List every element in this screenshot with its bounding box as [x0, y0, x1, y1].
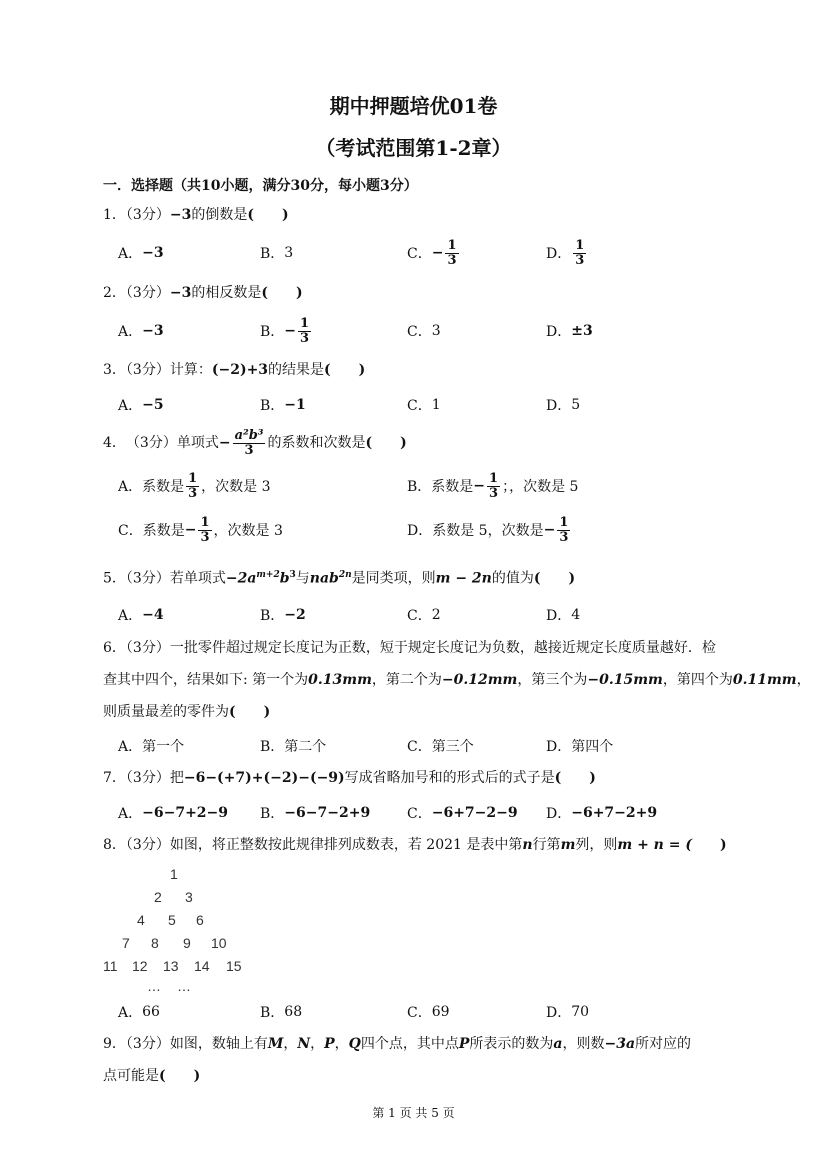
- triangle-number: 3: [185, 889, 193, 905]
- fraction: $\frac{1}{3}$: [559, 514, 569, 545]
- page-subtitle: （考试范围第1-2章）: [315, 136, 512, 160]
- option-b[interactable]: B． −1: [260, 397, 306, 414]
- option-a[interactable]: A． −4: [118, 607, 164, 624]
- option-d[interactable]: D． 4: [546, 607, 581, 624]
- triangle-number: 2: [154, 889, 162, 905]
- section-heading: 一．选择题（共10小题，满分30分，每小题3分）: [103, 178, 418, 194]
- fraction: $\frac{\text{a²b³}}{3}$: [234, 427, 264, 458]
- triangle-number: 10: [211, 935, 227, 951]
- option-a[interactable]: A．第一个: [118, 739, 185, 755]
- question-4: 4． （3分） 单项式 − $\frac{\text{a²b³}}{3}$ 的系数和次数是 ( ): [103, 427, 407, 458]
- option-d[interactable]: D． 5: [546, 397, 581, 414]
- triangle-ellipsis: …: [177, 978, 191, 994]
- option-a[interactable]: A．系数是 $\frac{1}{3}$ ，次数是 3: [118, 470, 271, 501]
- page-footer: 第 1 页 共 5 页: [372, 1106, 455, 1120]
- option-d[interactable]: D． −6+7−2+9: [546, 805, 658, 822]
- option-b[interactable]: B．系数是 − $\frac{1}{3}$ ；，次数是 5: [407, 470, 579, 501]
- option-b[interactable]: B． −6−7−2+9: [260, 805, 371, 822]
- triangle-number: 4: [137, 912, 145, 928]
- options-7: [118, 800, 738, 826]
- triangle-number: 6: [196, 912, 204, 928]
- triangle-number: 14: [194, 958, 210, 974]
- option-c[interactable]: C．系数是 − $\frac{1}{3}$ ，次数是 3: [118, 514, 283, 545]
- option-b[interactable]: B． − $\frac{1}{3}$: [260, 315, 310, 346]
- option-a[interactable]: A． −3: [118, 323, 164, 340]
- page-title: 期中押题培优01卷: [329, 94, 498, 118]
- question-6: 6．（3分）一批零件超过规定长度记为正数，短于规定长度记为负数，越接近规定长度质量越好．检 查其中四个，结果如下: 第一个为0.13mm，第二个为−0.12mm，第三个为−0.15mm，第四个为0.11mm， 则质量最差的零件为( ): [103, 640, 811, 720]
- triangle-number: 12: [132, 958, 148, 974]
- options-2: [118, 315, 738, 346]
- triangle-number: 7: [122, 935, 130, 951]
- option-b[interactable]: B． −2: [260, 607, 306, 624]
- triangle-number: 8: [151, 935, 159, 951]
- option-d[interactable]: D．第四个: [546, 739, 614, 755]
- option-c[interactable]: C． − $\frac{1}{3}$: [407, 237, 457, 268]
- option-c[interactable]: C． 69: [407, 1004, 450, 1021]
- fraction: $\frac{1}{3}$: [188, 470, 198, 501]
- triangle-number: 13: [163, 958, 179, 974]
- question-3: 3．（3分）计算：(−2)+3的结果是( ): [103, 362, 366, 378]
- options-4-row2: [118, 514, 738, 545]
- option-d[interactable]: D． $\frac{1}{3}$: [546, 237, 585, 268]
- options-3: [118, 392, 738, 418]
- triangle-number: 11: [103, 958, 118, 974]
- option-d[interactable]: D．系数是 5，次数是 − $\frac{1}{3}$: [407, 514, 569, 545]
- triangle-number: 5: [168, 912, 176, 928]
- option-c[interactable]: C． 3: [407, 323, 441, 340]
- question-5: 5．（3分）若单项式$-2a^{m+2}b^3$与nab$^{2n}$是同类项，则m − 2n的值为( ): [103, 570, 576, 587]
- question-7: 7．（3分）把−6−(+7)+(−2)−(−9)写成省略加号和的形式后的式子是( ): [103, 770, 596, 786]
- option-b[interactable]: B． 3: [260, 245, 294, 262]
- fraction: $\frac{1}{3}$: [575, 237, 585, 268]
- triangle-number: 15: [226, 958, 242, 974]
- option-a[interactable]: A． −5: [118, 397, 164, 414]
- option-c[interactable]: C．第三个: [407, 739, 474, 755]
- option-b[interactable]: B． 68: [260, 1004, 303, 1021]
- option-d[interactable]: D． 70: [546, 1004, 590, 1021]
- question-8: 8．（3分）如图，将正整数按此规律排列成数表，若 2021 是表中第n行第m列，则m + n = ( ): [103, 837, 727, 853]
- options-1: [118, 237, 738, 268]
- option-a[interactable]: A． −3: [118, 245, 164, 262]
- option-a[interactable]: A． 66: [118, 1004, 160, 1021]
- option-c[interactable]: C． −6+7−2−9: [407, 805, 518, 822]
- fraction: $\frac{1}{3}$: [200, 514, 210, 545]
- question-1: 1．（3分）−3的倒数是( ): [103, 207, 289, 223]
- option-a[interactable]: A． −6−7+2−9: [118, 805, 229, 822]
- options-4-row1: [118, 470, 738, 501]
- option-d[interactable]: D． ±3: [546, 323, 593, 340]
- triangle-number: 1: [170, 866, 178, 882]
- options-6: [118, 733, 738, 759]
- triangle-ellipsis: …: [147, 978, 161, 994]
- question-2: 2．（3分）−3的相反数是( ): [103, 285, 303, 301]
- question-9: 9．（3分）如图，数轴上有M，N，P，Q四个点，其中点P所表示的数为a，则数−3a所对应的 点可能是( ): [103, 1036, 692, 1084]
- fraction: $\frac{1}{3}$: [300, 315, 310, 346]
- fraction: $\frac{1}{3}$: [489, 470, 499, 501]
- triangle-number: 9: [183, 935, 191, 951]
- options-5: [118, 602, 738, 628]
- option-b[interactable]: B．第二个: [260, 739, 327, 755]
- fraction: $\frac{1}{3}$: [447, 237, 457, 268]
- option-c[interactable]: C． 1: [407, 397, 441, 414]
- option-c[interactable]: C． 2: [407, 607, 441, 624]
- options-8: [118, 999, 738, 1025]
